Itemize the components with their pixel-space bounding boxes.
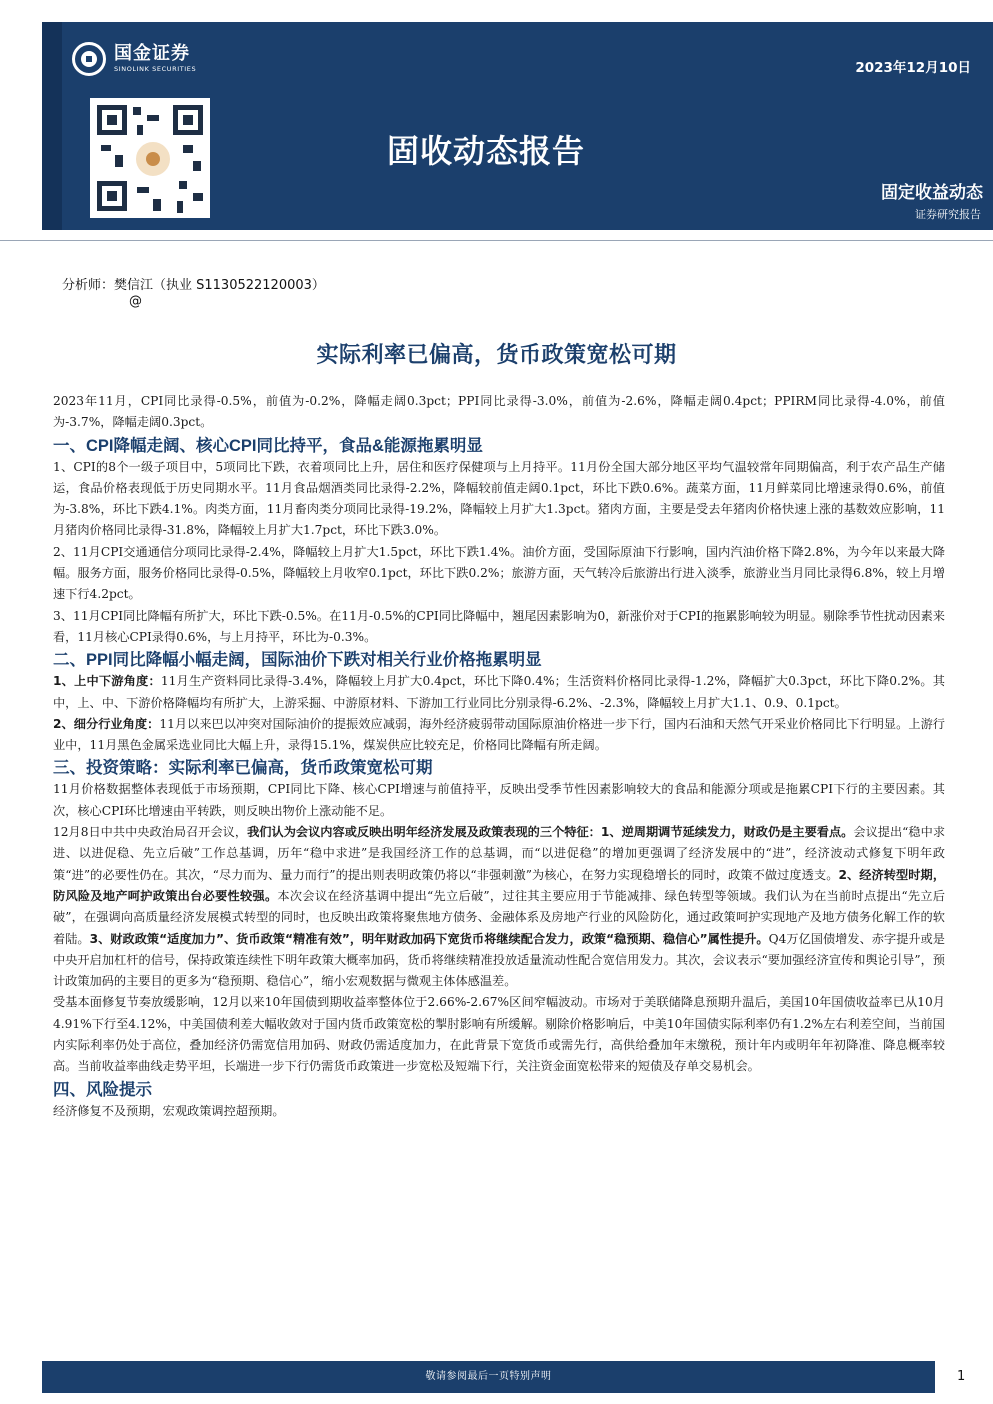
qr-center-logo-icon [133, 139, 173, 179]
footer-disclaimer: 敬请参阅最后一页特别声明 [42, 1361, 935, 1393]
logo-text-cn: 国金证券 [114, 43, 190, 64]
s3-p2-a: 12月8日中共中央政治局召开会议， [53, 825, 248, 840]
section-4-paragraph-1: 经济修复不及预期，宏观政策调控超预期。 [53, 1103, 285, 1118]
logo-text-en: SINOLINK SECURITIES [114, 65, 197, 73]
page-number: 1 [957, 1369, 966, 1384]
s3-p2-c: 会议提出“稳中求进、以进促稳、先立后破”工作总基调，历年“稳中求进”是我国经济工作的总基调，而“以进促稳”的增加更强调了经济发展中的“进”，经济波动式修复下明年政策“进”的必要性仍在。其次，“尽力而为、量力而行”的提出则表明政策仍将以“非强刺激”为核心，在努力实现稳增长的同时，政策不做过度透支。 [53, 825, 946, 882]
report-headline: 实际利率已偏高，货币政策宽松可期 [316, 343, 677, 368]
section-1-heading: 一、CPI降幅走阔、核心CPI同比持平，食品&能源拖累明显 [53, 436, 483, 455]
section-1-paragraph-2: 2、11月CPI交通通信分项同比录得-2.4%，降幅较上月扩大1.5pct，环比下跌1.4%。油价方面，受国际原油下行影响，国内汽油价格下降2.8%，为今年以来最大降幅。服务方面，服务价格同比录得-0.5%，降幅较上月收窄0.1pct，环比下跌0.2%；旅游方面，天气转冷后旅游出行进入淡季，旅游业当月同比录得6.8%，较上月增速下行4.2pct。 [53, 544, 945, 602]
s3-p2-b: 我们认为会议内容或反映出明年经济发展及政策表现的三个特征：1、逆周期调节延续发力，财政仍是主要看点。 [247, 825, 854, 840]
section-3-paragraph-1: 11月价格数据整体表现低于市场预期，CPI同比下降、核心CPI增速与前值持平，反映出受季节性因素影响较大的食品和能源分项或是拖累CPI下行的主要因素。其次，核心CPI环比增速由平转跌，则反映出物价上涨动能不足。 [53, 782, 945, 818]
s3-p2-g: Q4万亿国债增发、赤字提升或是中央开启加杠杆的信号，保持政策连续性下明年政策大概率加码，货币将继续精准投放适量流动性配合宽信用发力。其次，会议表示“要加强经济宣传和舆论引导”，预计政策加码的主要目的更多为“稳预期、稳信心”，缩小宏观数据与微观主体体感温差。 [53, 931, 945, 989]
section-2-heading: 二、PPI同比降幅小幅走阔，国际油价下跌对相关行业价格拖累明显 [53, 651, 542, 670]
section-2-paragraph-2 [53, 714, 945, 757]
section-3-paragraph-2 [53, 822, 945, 992]
section-2-paragraph-1 [53, 671, 945, 714]
report-type: 证券研究报告 [915, 208, 981, 221]
section-2-p1-lead: 1、上中下游角度： [53, 674, 161, 689]
report-date: 2023年12月10日 [855, 60, 971, 76]
section-1-paragraph-3: 3、11月CPI同比降幅有所扩大，环比下跌-0.5%。在11月-0.5%的CPI同比降幅中，翘尾因素影响为0，新涨价对于CPI的拖累影响较为明显。剔除季节性扰动因素来看，11月核心CPI录得0.6%，与上月持平，环比为-0.3%。 [53, 608, 945, 644]
logo-mark-icon [72, 42, 106, 76]
report-body [53, 391, 945, 1122]
qr-code-icon [90, 98, 210, 218]
section-3-heading: 三、投资策略：实际利率已偏高，货币政策宽松可期 [53, 759, 433, 778]
analyst-email: @ [129, 294, 142, 309]
s3-p2-d: 2、经济转型时期，防风险及地产呵护政策出台必要性较强。 [53, 867, 946, 903]
header-divider [0, 240, 993, 241]
report-title: 固收动态报告 [387, 132, 586, 170]
company-logo [72, 42, 196, 76]
header-left-strip [42, 22, 62, 230]
report-header-band [42, 22, 993, 230]
section-1-paragraph-1: 1、CPI的8个一级子项目中，5项同比下跌，衣着项同比上升，居住和医疗保健项与上月持平。11月份全国大部分地区平均气温较常年同期偏高，利于农产品生产储运，食品价格表现低于历史同期水平。11月食品烟酒类同比录得-2.2%，降幅较前值走阔0.1pct，环比下跌0.6%。蔬菜方面，11月鲜菜同比增速录得0.6%，前值为-3.8%，环比下跌4.1%。肉类方面，11月畜肉类分项同比录得-19.2%，降幅较上月扩大1.3pct。猪肉方面，主要是受去年猪肉价格快速上涨的基数效应影响，11月猪肉价格同比录得-31.8%，降幅较上月扩大1.7pct，环比下跌3.0%。 [53, 459, 945, 538]
section-3-paragraph-3: 受基本面修复节奏放缓影响，12月以来10年国债到期收益率整体位于2.66%-2.67%区间窄幅波动。市场对于美联储降息预期升温后，美国10年国债收益率已从10月4.91%下行至4.12%，中美国债利差大幅收敛对于国内货币政策宽松的掣肘影响有所缓解。剔除价格影响后，中美10年国债实际利率仍有1.2%左右利差空间，当前国内实际利率仍处于高位，叠加经济仍需宽信用加码、财政仍需适度加力，在此背景下宽货币或需先行，高供给叠加年末缴税，预计年内或明年年初降准、降息概率较高。当前收益率曲线走势平坦，长端进一步下行仍需货币政策进一步宽松及短端下行，关注资金面宽松带来的短债及存单交易机会。 [53, 995, 945, 1074]
s3-p2-f: 3、财政政策“适度加力”、货币政策“精准有效”，明年财政加码下宽货币将继续配合发力，政策“稳预期、稳信心”属性提升。 [89, 931, 769, 946]
intro-paragraph: 2023年11月，CPI同比录得-0.5%，前值为-0.2%，降幅走阔0.3pct；PPI同比录得-3.0%，前值为-2.6%，降幅走阔0.4pct；PPIRM同比录得-4.0%，前值为-3.7%，降幅走阔0.3pct。 [53, 394, 945, 430]
section-2-p2-text: 11月以来巴以冲突对国际油价的提振效应减弱，海外经济疲弱带动国际原油价格进一步下行，国内石油和天然气开采业价格同比下行明显。上游行业中，11月黑色金属采选业同比大幅上升，录得15.1%，煤炭供应比较充足，价格同比降幅有所走阔。 [53, 716, 945, 753]
section-2-p2-lead: 2、细分行业角度： [53, 716, 160, 731]
s3-p2-e: 本次会议在经济基调中提出“先立后破”，过往其主要应用于节能减排、绿色转型等领域。我们认为在当前时点提出“先立后破”，在强调向高质量经济发展模式转型的同时，也反映出政策将聚焦地方债务、金融体系及房地产行业的风险防化，通过政策呵护实现地产及地方债务化解工作的软着陆。 [53, 888, 945, 946]
section-2-p1-text: 11月生产资料同比录得-3.4%，降幅较上月扩大0.4pct，环比下降0.4%；生活资料价格同比录得-1.2%，降幅扩大0.3pct，环比下降0.2%。其中，上、中、下游价格降幅均有所扩大，上游采掘、中游原材料、下游加工行业同比分别录得-6.2%、-2.3%，降幅较上月扩大1.1、0.9、0.1pct。 [53, 674, 945, 710]
report-category: 固定收益动态 [881, 183, 983, 203]
analyst-info: 分析师：樊信江（执业 S1130522120003） [62, 278, 325, 293]
section-4-heading: 四、风险提示 [53, 1080, 152, 1099]
